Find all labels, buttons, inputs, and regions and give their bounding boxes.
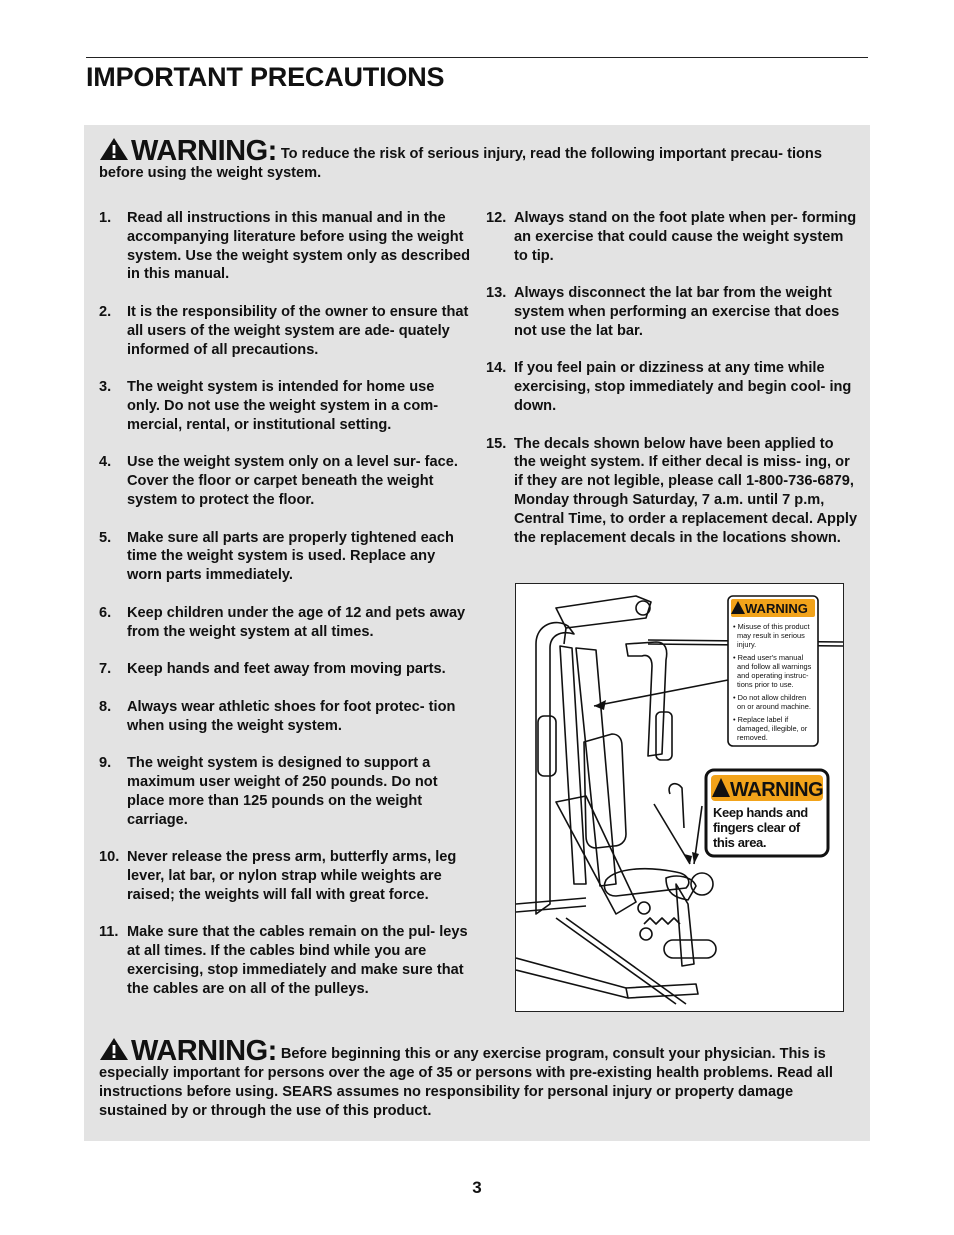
decal-small-line: • Do not allow children xyxy=(733,693,807,702)
item-number: 15. xyxy=(486,435,507,452)
list-item xyxy=(486,284,858,340)
list-item xyxy=(99,660,471,679)
item-text: Always disconnect the lat bar from the weight system when performing an exercise that does not use the lat bar. xyxy=(514,285,840,339)
decal-large-heading: WARNING xyxy=(730,779,824,801)
decal-small-line: • Misuse of this product xyxy=(733,622,810,631)
item-text: It is the responsibility of the owner to ensure that all users of the weight system are ade- quately informed of all precautions. xyxy=(127,303,469,358)
list-item xyxy=(99,754,471,829)
decal-small-line: on or around machine. xyxy=(737,702,811,711)
item-number: 2. xyxy=(99,303,112,320)
decal-small-line: and follow all warnings xyxy=(737,662,812,671)
item-text: Make sure that the cables remain on the pul- leys at all times. If the cables bind while you are exercising, stop immediately and make sure that the cables are on all of the pulleys. xyxy=(127,924,468,997)
weight-system-drawing xyxy=(516,584,843,1011)
arrow-head xyxy=(692,852,699,864)
item-number: 10. xyxy=(99,849,120,866)
precautions-column-right xyxy=(486,209,858,547)
precautions-panel xyxy=(84,125,870,1141)
item-number: 8. xyxy=(99,698,112,715)
precautions-column-left xyxy=(99,209,471,998)
item-number: 3. xyxy=(99,379,112,396)
warning-triangle-icon xyxy=(99,137,129,161)
item-text: The decals shown below have been applied to the weight system. If either decal is miss- ing, or if they are not legible, please call 1-800-736-6879, Monday through Saturday, 7 a.m. until 7 p.m, Central Time, to order a replacement decal. Apply the replacement decals in the locations shown. xyxy=(514,435,858,546)
item-number: 11. xyxy=(99,924,119,941)
list-item xyxy=(99,529,471,585)
arrow-head xyxy=(684,854,692,864)
item-text: Always wear athletic shoes for foot protec- tion when using the weight system. xyxy=(127,698,456,734)
item-text: The weight system is intended for home use only. Do not use the weight system in a com- mercial, rental, or institutional setting. xyxy=(127,379,439,433)
item-text: Read all instructions in this manual and in the accompanying literature before using the weight system. Use the weight system only as described in this manual. xyxy=(127,210,471,283)
item-number: 9. xyxy=(99,755,112,772)
decal-large-line: Keep hands and xyxy=(713,805,808,820)
list-item xyxy=(99,303,471,359)
decal-small-line: • Read user's manual xyxy=(733,653,804,662)
decal-small-line: • Replace label if xyxy=(733,715,789,724)
list-item xyxy=(99,209,471,284)
warning-bottom xyxy=(99,1037,854,1121)
decal-small-heading: WARNING xyxy=(745,601,808,616)
item-text: Never release the press arm, butterfly arms, leg lever, lat bar, or nylon strap while weights are raised; the weights will fall with great force. xyxy=(127,849,457,903)
list-item xyxy=(99,453,471,509)
decal-small-line: and operating instruc- xyxy=(737,671,809,680)
decal-small-line: injury. xyxy=(737,640,757,649)
list-item xyxy=(99,698,471,736)
decal-small-line: removed. xyxy=(737,733,768,742)
list-item xyxy=(99,923,471,998)
list-item xyxy=(486,209,858,265)
list-item xyxy=(99,848,471,904)
warning-top-heading: WARNING: xyxy=(131,135,277,167)
list-item xyxy=(486,359,858,415)
item-number: 12. xyxy=(486,210,507,226)
warning-bottom-heading: WARNING: xyxy=(131,1035,277,1067)
decal-large xyxy=(706,770,828,856)
item-number: 14. xyxy=(486,360,507,377)
top-rule xyxy=(86,57,868,58)
decal-small-line: may result in serious xyxy=(737,631,805,640)
page-number: 3 xyxy=(472,1178,482,1197)
decal-large-line: this area. xyxy=(713,835,767,850)
item-text: The weight system is designed to support a maximum user weight of 250 pounds. Do not place more than 125 pounds on the weight carriage. xyxy=(127,755,438,828)
item-text: Keep children under the age of 12 and pets away from the weight system at all times. xyxy=(127,604,466,640)
item-text: Make sure all parts are properly tightened each time the weight system is used. Replace any worn parts immediately. xyxy=(127,529,454,584)
item-number: 13. xyxy=(486,285,507,302)
warning-top-text: To reduce the risk of serious injury, read the following important precau- tions before using the weight system. xyxy=(99,146,822,181)
warning-triangle-icon xyxy=(99,1037,129,1061)
weight-system-illustration xyxy=(515,583,844,1012)
item-number: 1. xyxy=(99,210,112,226)
list-item xyxy=(99,378,471,434)
item-text: Keep hands and feet away from moving parts. xyxy=(127,661,446,678)
warning-bottom-text: Before beginning this or any exercise program, consult your physician. This is especially important for persons over the age of 35 or persons with pre-existing health problems. Read all instructions before using. SEARS assumes no responsibility for personal injury or property damage sustained by or through the use of this product. xyxy=(99,1046,833,1119)
list-item xyxy=(486,435,858,548)
decal-large-line: fingers clear of xyxy=(713,820,800,835)
item-number: 6. xyxy=(99,604,112,621)
item-number: 4. xyxy=(99,454,112,471)
item-text: Always stand on the foot plate when per- forming an exercise that could cause the weight system to tip. xyxy=(514,210,857,264)
decal-small xyxy=(728,596,818,746)
decal-small-line: tions prior to use. xyxy=(737,680,794,689)
decal-small-line: damaged, illegible, or xyxy=(737,724,808,733)
list-item xyxy=(99,604,471,642)
item-number: 7. xyxy=(99,661,112,678)
item-text: Use the weight system only on a level sur- face. Cover the floor or carpet beneath the weight system to protect the floor. xyxy=(127,454,458,508)
page-title: IMPORTANT PRECAUTIONS xyxy=(86,62,445,92)
item-number: 5. xyxy=(99,529,112,546)
item-text: If you feel pain or dizziness at any time while exercising, stop immediately and begin cool- ing down. xyxy=(514,360,852,414)
warning-top xyxy=(99,137,854,183)
